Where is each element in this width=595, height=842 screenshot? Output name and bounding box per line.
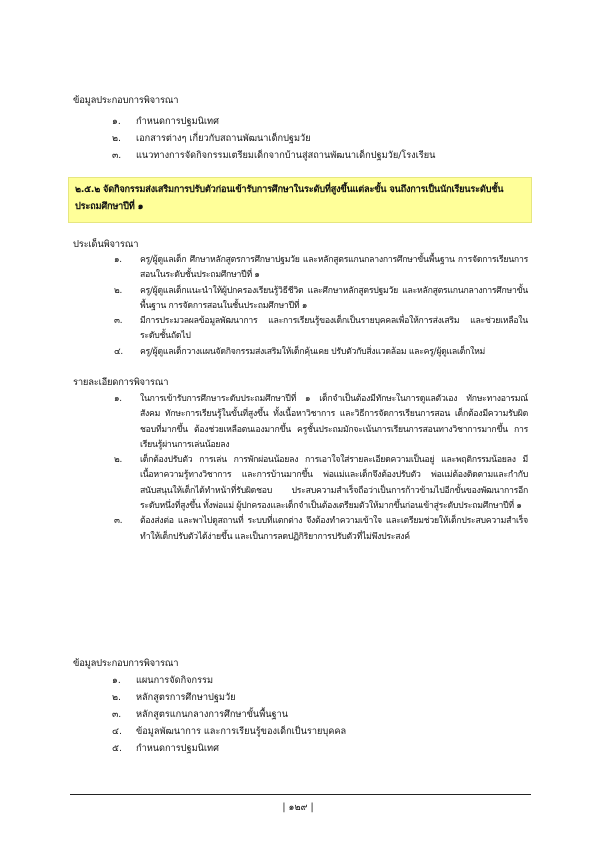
list-item: ๑. กำหนดการปฐมนิเทศ xyxy=(112,116,219,127)
list-item: ๑. แผนการจัดกิจกรรม xyxy=(112,675,214,686)
section-heading: ข้อมูลประกอบการพิจารณา xyxy=(73,658,179,669)
list-item: ๓. แนวทางการจัดกิจกรรมเตรียมเด็กจากบ้านสู่สถานพัฒนาเด็กปฐมวัย/โรงเรียน xyxy=(112,150,436,161)
list-item: ๒. ครู/ผู้ดูแลเด็กแนะนำให้ผู้ปกครองเรียนรู้วิธีชีวิต และศึกษาหลักสูตรปฐมวัย และหลักสูตรแกนกลางการศึกษาขั้นพื้นฐาน การจัดการสอนในชั้นประถมศึกษาปีที่ ๑ xyxy=(114,285,528,311)
footer-divider xyxy=(70,794,531,795)
section-heading: ข้อมูลประกอบการพิจารณา xyxy=(73,95,179,106)
list-item: ๑. ในการเข้ารับการศึกษาระดับประถมศึกษาปีที่ ๑ เด็กจำเป็นต้องมีทักษะในการดูแลตัวเอง ทักษะทางอารมณ์สังคม ทักษะการเรียนรู้ในขั้นที่สูงขึ้น ทั้งเนื้อหาวิชาการ และวิธีการจัดการเรียนการสอน เด็กต้องมีความรับผิดชอบที่มากขึ้น ต้องช่วยเหลือตนเองมากขึ้น ครูชั้นประถมมักจะเน้นการเรียนการสอนทางวิชาการมากขึ้น การเรียนรู้ผ่านการเล่นน้อยลง xyxy=(114,394,528,450)
details-heading: รายละเอียดการพิจารณา xyxy=(73,377,169,388)
page-number: | ๑๒๙ | xyxy=(282,802,314,813)
subsection-title-highlight xyxy=(68,177,532,223)
list-item: ๓. ต้องส่งต่อ และพาไปดูสถานที่ ระบบที่แตกต่าง จึงต้องทำความเข้าใจ และเตรียมช่วยให้เด็กประสบความสำเร็จ ทำให้เด็กปรับตัวได้ง่ายขึ้น และเป็นการลดปฏิกิริยาการปรับตัวที่ไม่พึงประสงค์ xyxy=(114,516,528,542)
list-item: ๔. ครู/ผู้ดูแลเด็กวางแผนจัดกิจกรรมส่งเสริมให้เด็กคุ้นเคย ปรับตัวกับสิ่งแวดล้อม และครู/ผู้ดูแลเด็กใหม่ xyxy=(114,346,486,357)
issues-list xyxy=(114,253,528,360)
list-item: ๒. หลักสูตรการศึกษาปฐมวัย xyxy=(112,692,236,703)
list-item: ๒. เอกสารต่างๆ เกี่ยวกับสถานพัฒนาเด็กปฐมวัย xyxy=(112,133,311,144)
list-item: ๕. กำหนดการปฐมนิเทศ xyxy=(112,743,219,754)
issues-heading: ประเด็นพิจารณา xyxy=(73,239,139,250)
details-list xyxy=(114,392,528,545)
supporting-info-list xyxy=(112,113,512,164)
subsection-title: ๒.๕.๒ จัดกิจกรรมส่งเสริมการปรับตัวก่อนเข้ารับการศึกษาในระดับที่สูงขึ้นแต่ละขั้น จนถึงการเป็นนักเรียนระดับชั้นประถมศึกษาปีที่ ๑ xyxy=(75,184,504,212)
list-item: ๔. ข้อมูลพัฒนาการ และการเรียนรู้ของเด็กเป็นรายบุคคล xyxy=(112,726,347,737)
list-item: ๓. มีการประมวลผลข้อมูลพัฒนาการ และการเรียนรู้ของเด็กเป็นรายบุคคลเพื่อให้การส่งเสริม และช่วยเหลือในระดับชั้นถัดไป xyxy=(114,316,528,342)
list-item: ๓. หลักสูตรแกนกลางการศึกษาขั้นพื้นฐาน xyxy=(112,709,289,720)
supporting-info-list xyxy=(112,672,512,757)
list-item: ๑. ครู/ผู้ดูแลเด็ก ศึกษาหลักสูตรการศึกษาปฐมวัย และหลักสูตรแกนกลางการศึกษาขั้นพื้นฐาน การจัดการเรียนการสอนในระดับชั้นประถมศึกษาปีที่ ๑ xyxy=(114,255,528,281)
list-item: ๒. เด็กต้องปรับตัว การเล่น การพักผ่อนน้อยลง การเอาใจใส่รายละเอียดความเป็นอยู่ และพฤติกรรมน้อยลง มีเนื้อหาความรู้ทางวิชาการ และการบ้านมากขึ้น พ่อแม่และเด็กจึงต้องปรับตัว พ่อแม่ต้องติดตามและกำกับ สนับสนุนให้เด็กได้ทำหน้าที่รับผิดชอบ ประสบความสำเร็จถือว่าเป็นการก้าวข้ามไปอีกขั้นของพัฒนาการอีกระดับหนึ่งที่สูงขึ้น ทั้งพ่อแม่ ผู้ปกครองและเด็กจำเป็นต้องเตรียมตัวให้มากขึ้นก่อนเข้าสู่ระดับประถมศึกษาปีที่ ๑ xyxy=(114,455,528,512)
